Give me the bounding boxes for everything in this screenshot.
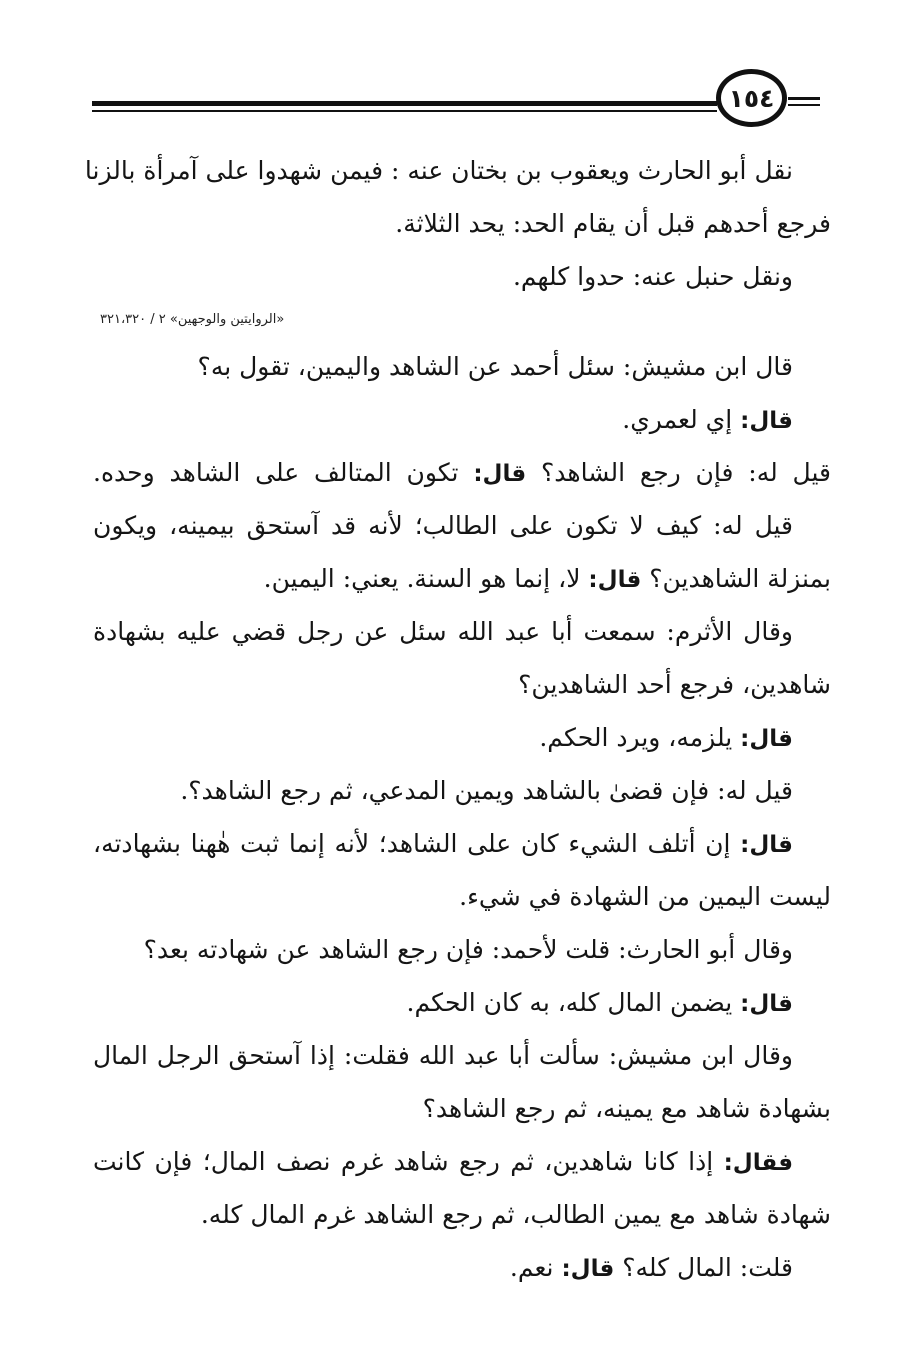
header-rule-right-upper bbox=[788, 97, 820, 100]
text-line bbox=[93, 402, 831, 438]
text-line bbox=[93, 720, 831, 756]
line-text: وقال الأثرم: سمعت أبا عبد الله سئل عن رجل قضي عليه بشهادة bbox=[93, 617, 793, 646]
text-line bbox=[93, 1038, 831, 1074]
line-text: إن أتلف الشيء كان على الشاهد؛ لأنه إنما ثبت هٰهنا بشهادته، bbox=[93, 829, 741, 858]
line-text: وقال أبو الحارث: قلت لأحمد: فإن رجع الشاهد عن شهادته بعد؟ bbox=[143, 935, 793, 964]
line-text: وقال ابن مشيش: سألت أبا عبد الله فقلت: إذا آستحق الرجل المال bbox=[93, 1041, 793, 1070]
text-line bbox=[93, 508, 831, 544]
speaker-keyword: قال: bbox=[561, 1256, 615, 1282]
line-text: شاهدين، فرجع أحد الشاهدين؟ bbox=[518, 670, 831, 699]
text-line bbox=[93, 561, 831, 597]
text-line bbox=[93, 259, 831, 295]
line-text: ليست اليمين من الشهادة في شيء. bbox=[459, 882, 831, 911]
text-line bbox=[93, 1250, 831, 1286]
line-text: قيل له: فإن رجع الشاهد؟ قال: تكون المتالف على الشاهد وحده. bbox=[93, 458, 831, 487]
speaker-keyword: قال: bbox=[740, 726, 793, 752]
speaker-keyword: قال: bbox=[740, 408, 793, 434]
speaker-keyword: قال: bbox=[740, 991, 793, 1017]
text-line bbox=[93, 349, 831, 385]
line-text: قيل له: كيف لا تكون على الطالب؛ لأنه قد آستحق بيمينه، ويكون bbox=[93, 511, 793, 540]
line-text: إي لعمري. bbox=[622, 405, 741, 434]
page-number: ١٥٤ bbox=[728, 83, 775, 113]
line-text: بمنزلة الشاهدين؟ قال: لا، إنما هو السنة. يعني: اليمين. bbox=[263, 564, 831, 593]
line-text: قيل له: فإن قضىٰ بالشاهد ويمين المدعي، ثم رجع الشاهد؟. bbox=[180, 776, 793, 805]
speaker-keyword: قال: bbox=[740, 832, 793, 858]
header-rule-right-lower bbox=[788, 104, 820, 106]
line-text: نقل أبو الحارث ويعقوب بن بختان عنه : فيمن شهدوا على آمرأة بالزنا bbox=[84, 156, 793, 185]
line-text: شهادة شاهد مع يمين الطالب، ثم رجع الشاهد غرم المال كله. bbox=[200, 1200, 831, 1229]
text-line bbox=[84, 153, 831, 189]
text-line bbox=[93, 826, 831, 862]
line-text: إذا كانا شاهدين، ثم رجع شاهد غرم نصف المال؛ فإن كانت bbox=[93, 1147, 724, 1176]
speaker-keyword: قال: bbox=[588, 567, 642, 593]
text-line bbox=[93, 773, 831, 809]
speaker-keyword: قال: bbox=[473, 461, 527, 487]
text-line bbox=[93, 206, 831, 242]
citation-note: «الروايتين والوجهين» ٢ / ٣٢١،٣٢٠ bbox=[100, 312, 285, 327]
line-text: يضمن المال كله، به كان الحكم. bbox=[406, 988, 741, 1017]
text-line bbox=[93, 1144, 831, 1180]
text-line bbox=[93, 614, 831, 650]
page-number-oval bbox=[716, 69, 787, 127]
header-rule-thick bbox=[92, 101, 717, 106]
line-text: بشهادة شاهد مع يمينه، ثم رجع الشاهد؟ bbox=[422, 1094, 831, 1123]
header-rule-thin bbox=[92, 110, 717, 112]
line-text: قلت: المال كله؟ قال: نعم. bbox=[509, 1253, 793, 1282]
line-text: يلزمه، ويرد الحكم. bbox=[539, 723, 741, 752]
text-line bbox=[93, 985, 831, 1021]
text-line bbox=[93, 932, 831, 968]
line-text: ونقل حنبل عنه: حدوا كلهم. bbox=[512, 262, 793, 291]
line-text: فرجع أحدهم قبل أن يقام الحد: يحد الثلاثة. bbox=[395, 209, 831, 238]
text-line bbox=[93, 1197, 831, 1233]
text-line bbox=[93, 1091, 831, 1127]
text-line bbox=[93, 879, 831, 915]
speaker-keyword: فقال: bbox=[723, 1150, 793, 1176]
line-text: قال ابن مشيش: سئل أحمد عن الشاهد واليمين، تقول به؟ bbox=[197, 352, 793, 381]
text-line bbox=[93, 455, 831, 491]
text-line bbox=[93, 667, 831, 703]
